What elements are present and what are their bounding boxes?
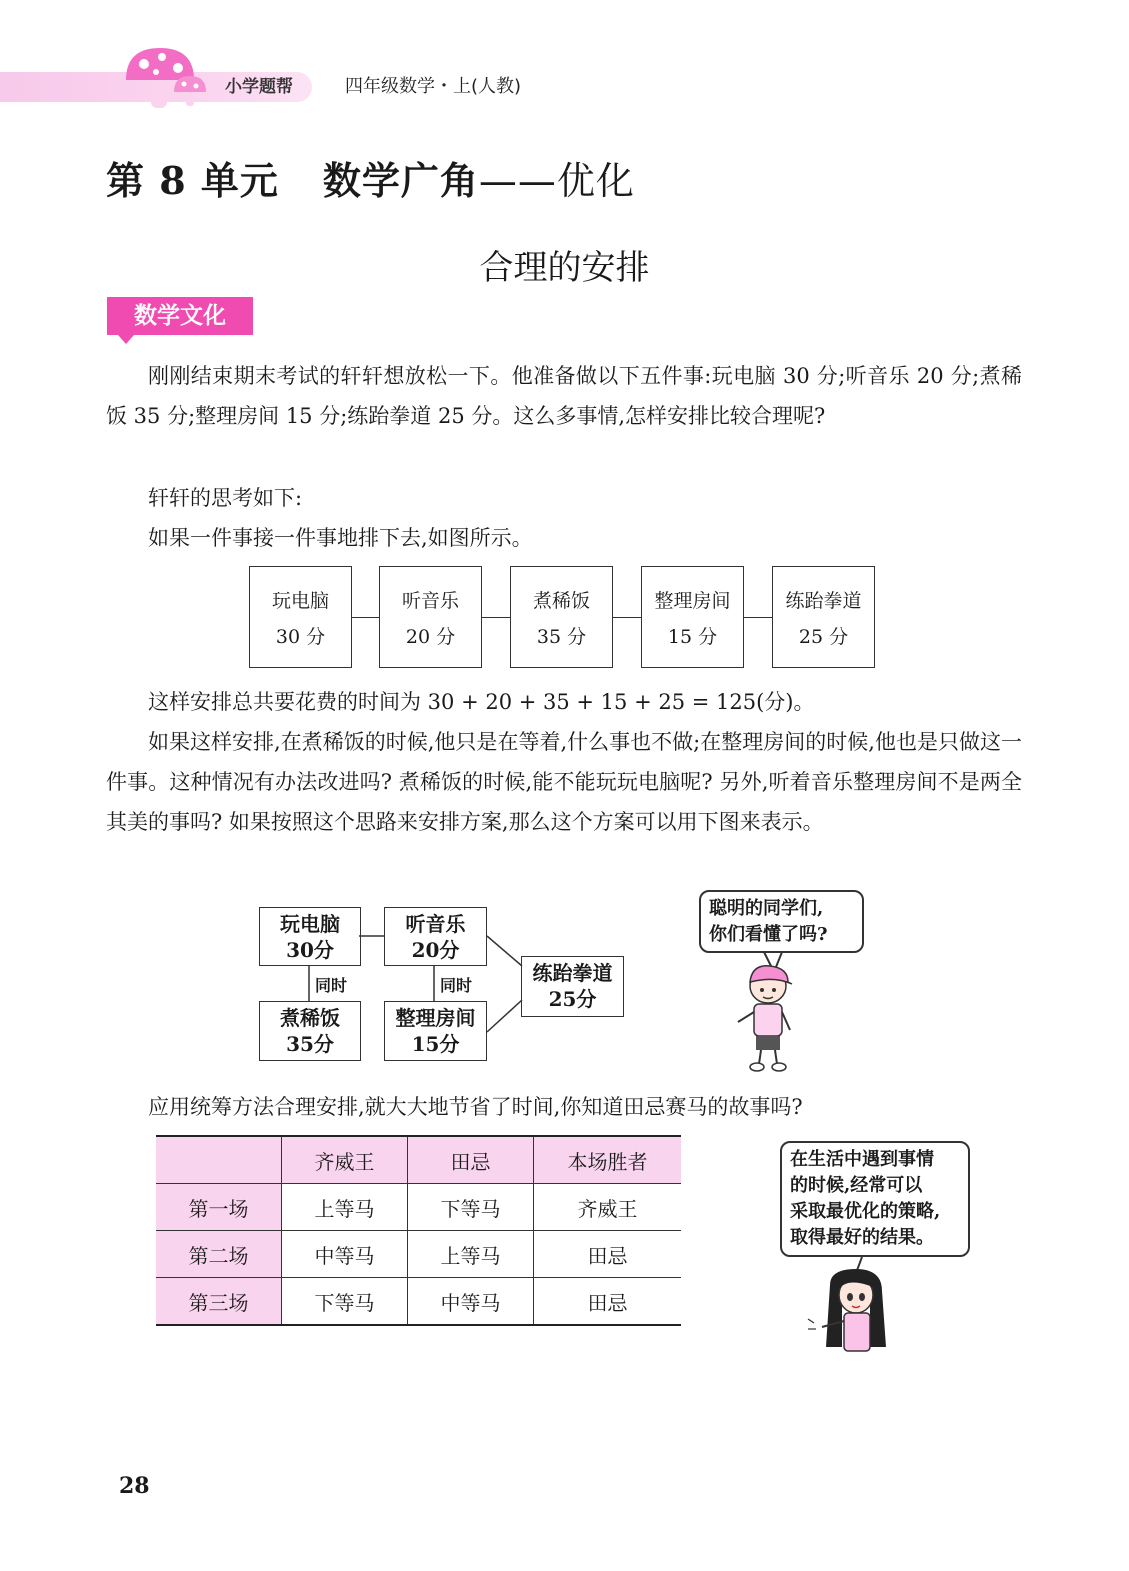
table-header-cell: 齐威王 (282, 1136, 408, 1184)
sequence-box-computer (249, 566, 352, 668)
unit-name: 数学广角 (322, 158, 479, 203)
bubble-line: 聪明的同学们, (709, 898, 824, 919)
sequence-connector (613, 617, 641, 618)
section-badge: 数学文化 (107, 297, 253, 335)
paragraph-intro: 刚刚结束期末考试的轩轩想放松一下。他准备做以下五件事:玩电脑 30 分;听音乐 20 分;煮稀饭 35 分;整理房间 15 分;练跆拳道 25 分。这么多事情,怎样安排比较合理呢? (106, 364, 1022, 428)
table-cell: 第一场 (156, 1184, 282, 1231)
girl-speech-bubble (780, 1141, 970, 1257)
bubble-line: 取得最好的结果。 (790, 1227, 934, 1248)
same-time-label: 同时 (315, 976, 348, 995)
bubble-line: 你们看懂了吗? (709, 924, 828, 945)
table-cell: 上等马 (408, 1231, 534, 1278)
table-cell: 第三场 (156, 1278, 282, 1326)
table-cell: 第二场 (156, 1231, 282, 1278)
sequence-box-room (641, 566, 744, 668)
boy-speech-bubble (699, 890, 864, 953)
sequence-box-time: 25 分 (798, 626, 849, 648)
sequence-box-name: 整理房间 (654, 590, 731, 612)
table-cell: 下等马 (282, 1278, 408, 1326)
table-cell: 田忌 (534, 1231, 682, 1278)
table-cell: 中等马 (282, 1231, 408, 1278)
plan-box-porridge (259, 1001, 361, 1061)
plan-box-time: 30分 (286, 938, 334, 962)
table-cell: 田忌 (534, 1278, 682, 1326)
lesson-title-text: 合理的安排 (479, 248, 650, 288)
same-time-label: 同时 (440, 976, 473, 995)
plan-box-time: 25分 (548, 987, 597, 1011)
sequence-connector (352, 617, 379, 618)
table-header-cell (156, 1136, 282, 1184)
table-cell: 中等马 (408, 1278, 534, 1326)
table-cell: 上等马 (282, 1184, 408, 1231)
plan-box-time: 35分 (286, 1032, 334, 1056)
bubble-line: 在生活中遇到事情 (790, 1149, 934, 1170)
plan-box-name: 玩电脑 (280, 912, 340, 936)
plan-box-time: 15分 (411, 1032, 460, 1056)
sequence-box-name: 玩电脑 (271, 590, 329, 612)
plan-box-taekwondo (521, 956, 624, 1017)
header-tag: 小学题帮 (225, 77, 293, 97)
sequence-box-time: 35 分 (536, 626, 587, 648)
table-row (156, 1231, 681, 1278)
unit-number: 第 8 单元 (106, 158, 279, 203)
lesson-title (0, 240, 1129, 289)
table-cell: 下等马 (408, 1184, 534, 1231)
section-badge-tail (118, 335, 134, 344)
sequence-box-time: 15 分 (667, 626, 718, 648)
header-subject: 四年级数学・上(人教) (345, 76, 522, 97)
mushroom-logo-icon (118, 42, 213, 112)
sequence-box-time: 20 分 (405, 626, 456, 648)
plan-box-name: 煮稀饭 (280, 1006, 340, 1030)
table-row (156, 1278, 681, 1326)
girl-cartoon-icon (800, 1255, 900, 1355)
plan-box-music (384, 907, 487, 966)
paragraph-sequence-intro: 如果一件事接一件事地排下去,如图所示。 (148, 526, 533, 550)
paragraph-thinking: 轩轩的思考如下: (148, 486, 303, 510)
table-row (156, 1184, 681, 1231)
plan-box-computer (259, 907, 361, 966)
paragraph-tianji: 应用统筹方法合理安排,就大大地节省了时间,你知道田忌赛马的故事吗? (148, 1095, 803, 1119)
plan-box-room (384, 1001, 487, 1061)
plan-box-name: 整理房间 (395, 1006, 476, 1030)
horse-racing-table (156, 1135, 681, 1326)
unit-topic: 优化 (556, 159, 635, 203)
sequence-box-porridge (510, 566, 613, 668)
paragraph-improvement: 如果这样安排,在煮稀饭的时候,他只是在等着,什么事也不做;在整理房间的时候,他也是只做这一件事。这种情况有办法改进吗? 煮稀饭的时候,能不能玩玩电脑呢? 另外,听着音乐整理房间不是两全其美的事吗? 如果按照这个思路来安排方案,那么这个方案可以用下图来表示。 (106, 730, 1022, 834)
table-header-cell: 田忌 (408, 1136, 534, 1184)
sequence-connector (482, 617, 510, 618)
sequence-box-name: 练跆拳道 (785, 590, 862, 612)
plan-box-name: 练跆拳道 (532, 961, 613, 985)
bubble-line: 的时候,经常可以 (790, 1175, 923, 1196)
sequence-box-music (379, 566, 482, 668)
table-cell: 齐威王 (534, 1184, 682, 1231)
table-header-row (156, 1136, 681, 1184)
sequence-box-time: 30 分 (275, 626, 326, 648)
page-number: 28 (119, 1473, 150, 1499)
sequence-connector (744, 617, 772, 618)
sequence-box-name: 煮稀饭 (532, 590, 590, 612)
plan-box-time: 20分 (411, 938, 460, 962)
unit-title (106, 150, 635, 205)
sequence-box-name: 听音乐 (401, 590, 459, 612)
unit-dash: —— (478, 159, 557, 203)
paragraph-total-time: 这样安排总共要花费的时间为 30 + 20 + 35 + 15 + 25 = 125(分)。 (148, 690, 815, 714)
bubble-line: 采取最优化的策略, (790, 1201, 941, 1222)
table-header-cell: 本场胜者 (534, 1136, 682, 1184)
plan-box-name: 听音乐 (405, 912, 466, 936)
boy-cartoon-icon (730, 950, 800, 1075)
sequence-box-taekwondo (772, 566, 875, 668)
